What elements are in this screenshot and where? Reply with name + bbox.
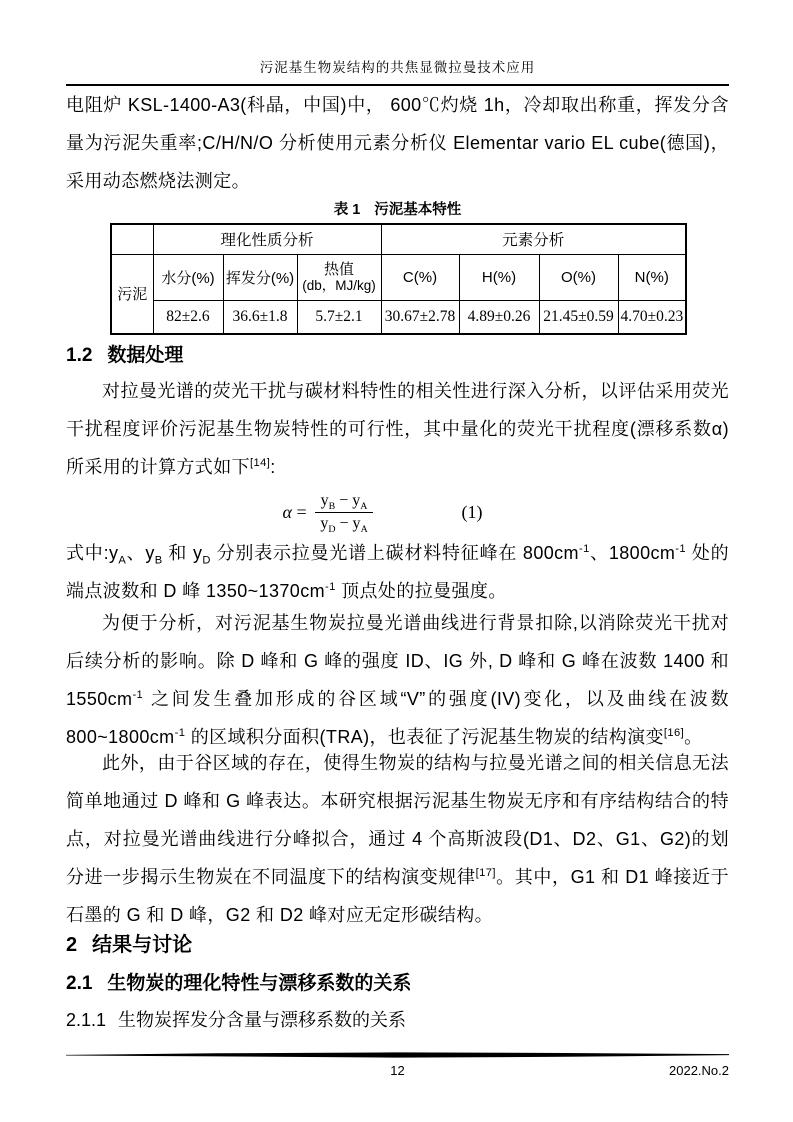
section-title: 数据处理 xyxy=(107,345,184,366)
alpha-symbol: α xyxy=(282,501,292,522)
equals-sign: = xyxy=(292,501,307,522)
section-number: 1.2 xyxy=(66,345,93,366)
col-header-hydrogen: H(%) xyxy=(459,254,539,300)
equation-body xyxy=(283,491,374,534)
value-nitrogen: 4.70±0.23 xyxy=(618,300,686,334)
col-header-moisture: 水分(%) xyxy=(153,254,223,300)
col-header-nitrogen: N(%) xyxy=(618,254,686,300)
section-title: 生物炭挥发分含量与漂移系数的关系 xyxy=(118,1010,407,1030)
value-carbon: 30.67±2.78 xyxy=(381,300,459,334)
equation-fraction xyxy=(315,491,374,534)
section-number: 2 xyxy=(66,934,78,956)
value-heating-value: 5.7±2.1 xyxy=(297,300,381,334)
table-caption xyxy=(66,200,729,220)
section-number: 2.1.1 xyxy=(66,1010,107,1030)
table-caption-title: 污泥基本特性 xyxy=(374,202,462,218)
paragraph-background-subtraction: 为便于分析，对污泥基生物炭拉曼光谱曲线进行背景扣除,以消除荧光干扰对后续分析的影响。除 D 峰和 G 峰的强度 ID、IG 外, D 峰和 G 峰在波数 1400 和 $1550cm^{-1}$ 之间发生叠加形成的谷区域“V”的强度(IV)变化，以及曲线在波数 $800\sim 1800cm^{-1}$ 的区域积分面积(TRA)，也表征了污泥基生物炭的结构演变[16]。 xyxy=(66,613,729,747)
value-hydrogen: 4.89±0.26 xyxy=(459,300,539,334)
fraction-numerator: $y_B - y_A$ xyxy=(315,491,374,513)
row-label-sludge: 污泥 xyxy=(111,254,153,334)
section-number: 2.1 xyxy=(66,973,93,994)
paragraph-equation-terms: 式中$:y_A$、$y_B$ 和 $y_D$ 分别表示拉曼光谱上碳材料特征峰在 $800cm^{-1}$、$1800cm^{-1}$ 处的端点波数和 D 峰 $1350\sim 1370cm^{-1}$ 顶点处的拉曼强度。 xyxy=(66,543,729,601)
sludge-properties-table xyxy=(110,223,687,335)
issue-number: 2022.No.2 xyxy=(669,1063,729,1078)
group-header-physicochemical: 理化性质分析 xyxy=(153,224,381,254)
col-header-carbon: C(%) xyxy=(381,254,459,300)
section-heading-2-1-1 xyxy=(66,1008,729,1032)
fraction-denominator: $y_D - y_A$ xyxy=(320,514,368,535)
paragraph-data-processing: 对拉曼光谱的荧光干扰与碳材料特性的相关性进行深入分析，以评估采用荧光干扰程度评价污泥基生物炭特性的可行性，其中量化的荧光干扰程度(漂移系数α)所采用的计算方式如下[14]: xyxy=(66,381,729,477)
table-caption-label: 表 1 xyxy=(333,202,361,218)
equation-1 xyxy=(66,486,729,538)
section-heading-2-1 xyxy=(66,972,729,996)
col-header-volatile: 挥发分(%) xyxy=(223,254,297,300)
section-heading-1-2 xyxy=(66,345,729,367)
value-oxygen: 21.45±0.59 xyxy=(539,300,618,334)
table-corner-cell xyxy=(111,224,153,254)
value-moisture: 82±2.6 xyxy=(153,300,223,334)
running-title: 污泥基生物炭结构的共焦显微拉曼技术应用 xyxy=(66,57,729,86)
col-header-oxygen: O(%) xyxy=(539,254,618,300)
paragraph-intro: 电阻炉 KSL-1400-A3(科晶，中国)中， 600℃灼烧 1h，冷却取出称重，挥发分含量为污泥失重率;C/H/N/O 分析使用元素分析仪 Elementar vario EL cube(德国)，采用动态燃烧法测定。 xyxy=(66,95,729,191)
equation-number: (1) xyxy=(461,501,483,522)
section-title: 生物炭的理化特性与漂移系数的关系 xyxy=(107,973,412,994)
group-header-elemental: 元素分析 xyxy=(381,224,686,254)
col-header-heating-value: 热值 (db，MJ/kg) xyxy=(297,254,381,300)
paragraph-peak-fitting: 此外，由于谷区域的存在，使得生物炭的结构与拉曼光谱之间的相关信息无法简单地通过 D 峰和 G 峰表达。本研究根据污泥基生物炭无序和有序结构结合的特点，对拉曼光谱曲线进行分峰拟合，通过 4 个高斯波段(D1、D2、G1、G2)的划分进一步揭示生物炭在不同温度下的结构演变规律[17]。其中，G1 和 D1 峰接近于石墨的 G 和 D 峰，G2 和 D2 峰对应无定形碳结构。 xyxy=(66,753,729,925)
section-title: 结果与讨论 xyxy=(92,934,193,956)
section-heading-2 xyxy=(66,932,729,958)
footer-rule xyxy=(66,1052,729,1058)
page-footer xyxy=(66,1052,729,1081)
value-volatile: 36.6±1.8 xyxy=(223,300,297,334)
page-number: 12 xyxy=(390,1063,405,1078)
